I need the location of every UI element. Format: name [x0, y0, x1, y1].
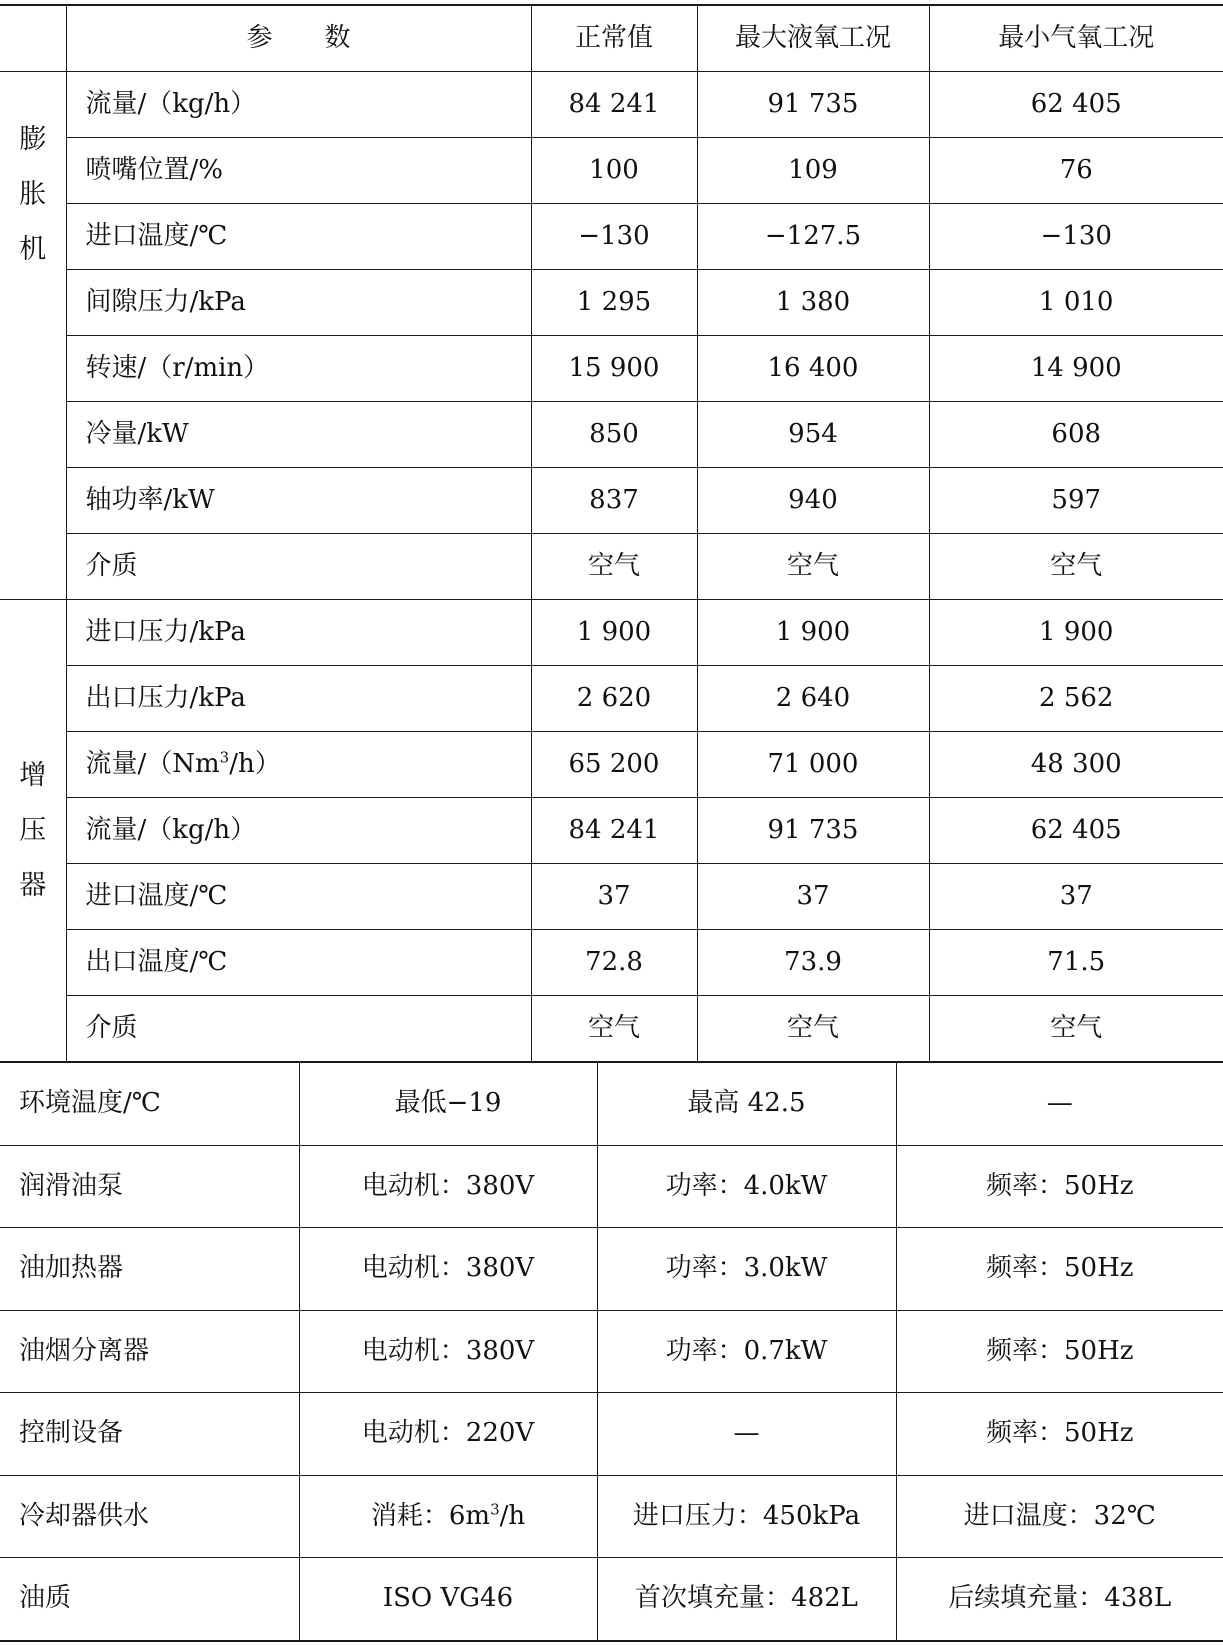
row-label: 油加热器	[0, 1228, 299, 1311]
table-row	[0, 930, 1223, 996]
row-label: 间隙压力/kPa	[66, 270, 531, 336]
cell-max-lox: 109	[697, 138, 929, 204]
table-row	[0, 336, 1223, 402]
cell-max-lox: 37	[697, 864, 929, 930]
row-label: 流量/（Nm$^3$/h）	[66, 732, 531, 798]
table-row	[0, 1393, 1223, 1476]
row-label: 进口压力/kPa	[66, 600, 531, 666]
cell-value-2: 功率：3.0kW	[597, 1228, 896, 1311]
cell-value-2: 首次填充量：482L	[597, 1558, 896, 1641]
table-row	[0, 468, 1223, 534]
table-row	[0, 996, 1223, 1062]
cell-normal: 2 620	[531, 666, 697, 732]
cell-value-1: 电动机：380V	[299, 1228, 597, 1311]
cell-value-3: 频率：50Hz	[896, 1310, 1223, 1393]
table-row	[0, 72, 1223, 138]
header-min-gox: 最小气氧工况	[929, 5, 1223, 72]
cell-value-3: —	[896, 1063, 1223, 1146]
cell-max-lox: 空气	[697, 996, 929, 1062]
table-row	[0, 798, 1223, 864]
row-label: 介质	[66, 534, 531, 600]
table-row	[0, 1310, 1223, 1393]
cell-value-3: 频率：50Hz	[896, 1228, 1223, 1311]
cell-min-gox: 37	[929, 864, 1223, 930]
cell-value-1: 电动机：380V	[299, 1310, 597, 1393]
cell-value-1: 电动机：220V	[299, 1393, 597, 1476]
cell-max-lox: −127.5	[697, 204, 929, 270]
cell-value-2: 功率：4.0kW	[597, 1145, 896, 1228]
cell-min-gox: 597	[929, 468, 1223, 534]
cell-normal: 837	[531, 468, 697, 534]
cell-max-lox: 空气	[697, 534, 929, 600]
table-row	[0, 666, 1223, 732]
cell-min-gox: 62 405	[929, 798, 1223, 864]
cell-max-lox: 73.9	[697, 930, 929, 996]
cell-normal: 84 241	[531, 798, 697, 864]
cell-min-gox: −130	[929, 204, 1223, 270]
row-label: 进口温度/℃	[66, 204, 531, 270]
cell-normal: 100	[531, 138, 697, 204]
row-label: 流量/（kg/h）	[66, 798, 531, 864]
table-row	[0, 1558, 1223, 1641]
cell-value-2: —	[597, 1393, 896, 1476]
header-normal: 正常值	[531, 5, 697, 72]
row-label: 出口压力/kPa	[66, 666, 531, 732]
row-label: 冷量/kW	[66, 402, 531, 468]
cell-value-1: ISO VG46	[299, 1558, 597, 1641]
cell-min-gox: 62 405	[929, 72, 1223, 138]
cell-value-3: 频率：50Hz	[896, 1393, 1223, 1476]
cell-min-gox: 48 300	[929, 732, 1223, 798]
row-label: 喷嘴位置/%	[66, 138, 531, 204]
cell-max-lox: 16 400	[697, 336, 929, 402]
cell-value-1: 最低−19	[299, 1063, 597, 1146]
row-label: 出口温度/℃	[66, 930, 531, 996]
cell-normal: 72.8	[531, 930, 697, 996]
table-row	[0, 270, 1223, 336]
row-label: 流量/（kg/h）	[66, 72, 531, 138]
cell-max-lox: 940	[697, 468, 929, 534]
group-label-expander: 膨 胀 机	[0, 72, 66, 600]
cell-min-gox: 14 900	[929, 336, 1223, 402]
cell-value-2: 功率：0.7kW	[597, 1310, 896, 1393]
cell-max-lox: 71 000	[697, 732, 929, 798]
header-param: 参 数	[66, 5, 531, 72]
row-label: 润滑油泵	[0, 1145, 299, 1228]
table-row	[0, 600, 1223, 666]
cell-normal: −130	[531, 204, 697, 270]
cell-min-gox: 1 010	[929, 270, 1223, 336]
cell-normal: 空气	[531, 534, 697, 600]
row-label: 油烟分离器	[0, 1310, 299, 1393]
table-row	[0, 138, 1223, 204]
row-label: 轴功率/kW	[66, 468, 531, 534]
turbine-parameter-table	[0, 4, 1223, 1062]
table-row	[0, 534, 1223, 600]
cell-value-1: 消耗：$6m^3/h$	[299, 1475, 597, 1558]
auxiliary-equipment-table	[0, 1062, 1223, 1642]
table-row	[0, 402, 1223, 468]
table-row	[0, 864, 1223, 930]
table-row	[0, 1475, 1223, 1558]
header-row	[0, 5, 1223, 72]
cell-normal: 15 900	[531, 336, 697, 402]
row-label: 环境温度/℃	[0, 1063, 299, 1146]
cell-min-gox: 1 900	[929, 600, 1223, 666]
cell-max-lox: 954	[697, 402, 929, 468]
cell-max-lox: 1 900	[697, 600, 929, 666]
cell-normal: 84 241	[531, 72, 697, 138]
cell-normal: 37	[531, 864, 697, 930]
cell-normal: 65 200	[531, 732, 697, 798]
cell-min-gox: 2 562	[929, 666, 1223, 732]
cell-value-3: 进口温度：32℃	[896, 1475, 1223, 1558]
table-row	[0, 732, 1223, 798]
cell-max-lox: 1 380	[697, 270, 929, 336]
cell-min-gox: 71.5	[929, 930, 1223, 996]
cell-max-lox: 2 640	[697, 666, 929, 732]
group-label-booster: 增 压 器	[0, 600, 66, 1062]
table-row	[0, 1228, 1223, 1311]
cell-max-lox: 91 735	[697, 72, 929, 138]
cell-normal: 空气	[531, 996, 697, 1062]
cell-min-gox: 76	[929, 138, 1223, 204]
cell-max-lox: 91 735	[697, 798, 929, 864]
table-row	[0, 1145, 1223, 1228]
cell-normal: 1 295	[531, 270, 697, 336]
row-label: 控制设备	[0, 1393, 299, 1476]
cell-value-1: 电动机：380V	[299, 1145, 597, 1228]
row-label: 进口温度/℃	[66, 864, 531, 930]
table-row	[0, 204, 1223, 270]
cell-min-gox: 空气	[929, 996, 1223, 1062]
cell-value-2: 进口压力：450kPa	[597, 1475, 896, 1558]
cell-normal: 1 900	[531, 600, 697, 666]
cell-normal: 850	[531, 402, 697, 468]
table-row	[0, 1063, 1223, 1146]
cell-value-3: 频率：50Hz	[896, 1145, 1223, 1228]
row-label: 冷却器供水	[0, 1475, 299, 1558]
row-label: 转速/（r/min）	[66, 336, 531, 402]
cell-min-gox: 空气	[929, 534, 1223, 600]
cell-value-2: 最高 42.5	[597, 1063, 896, 1146]
cell-value-3: 后续填充量：438L	[896, 1558, 1223, 1641]
header-max-lox: 最大液氧工况	[697, 5, 929, 72]
cell-min-gox: 608	[929, 402, 1223, 468]
row-label: 油质	[0, 1558, 299, 1641]
row-label: 介质	[66, 996, 531, 1062]
